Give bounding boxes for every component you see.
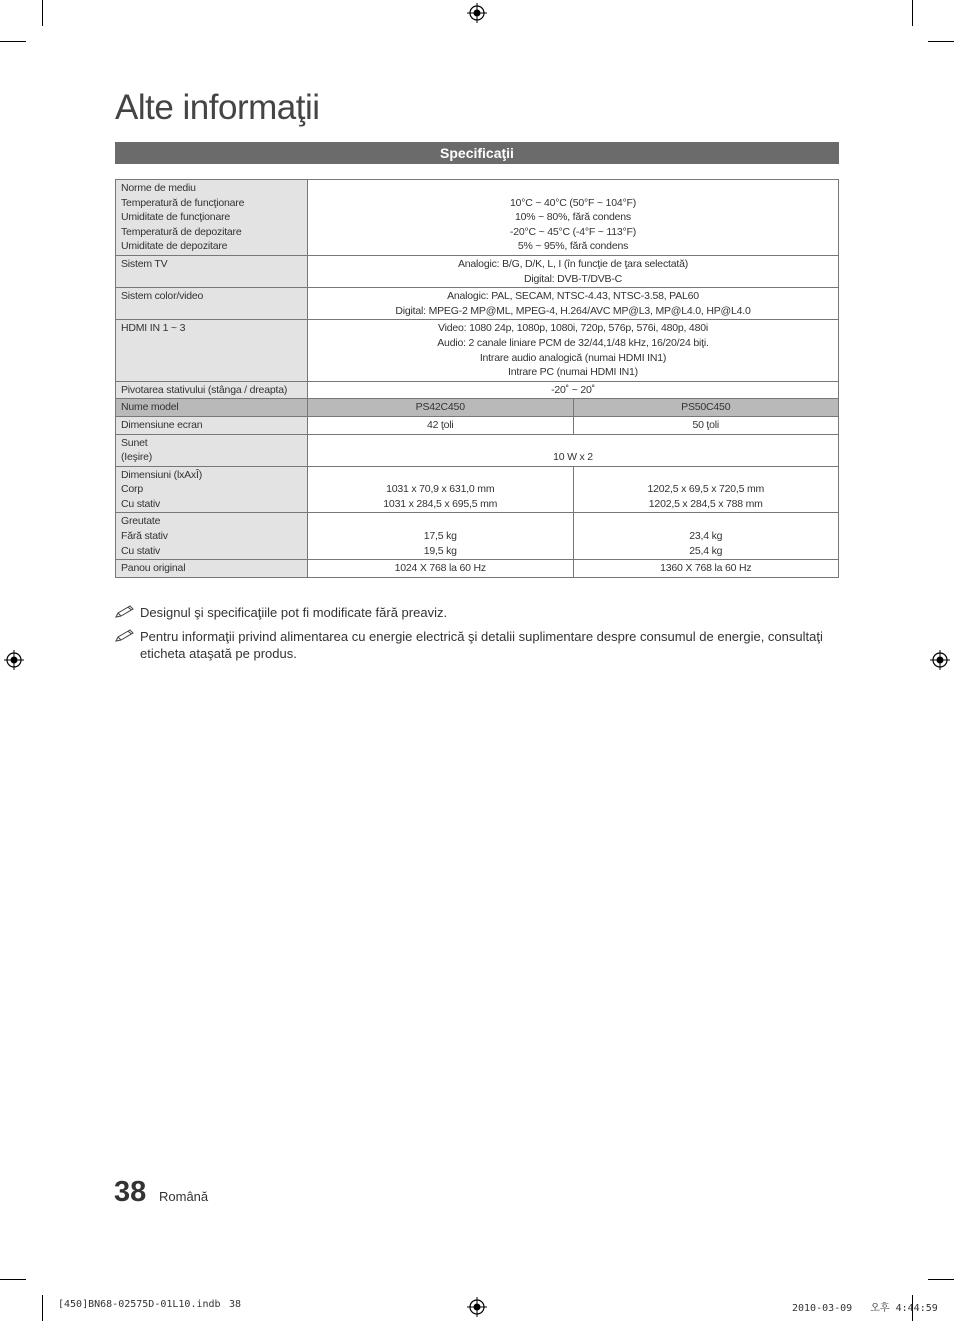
- model-b: PS50C450: [573, 399, 839, 417]
- footer-file: [450]BN68-02575D-01L10.indb: [58, 1299, 221, 1310]
- table-row-environment: [116, 180, 839, 256]
- row-label: Dimensiune ecran: [116, 416, 308, 434]
- value-b: 23,4 kg 25,4 kg: [573, 513, 839, 560]
- page-number: 38: [114, 1176, 147, 1208]
- table-row-color-video: [116, 288, 839, 320]
- row-label: Nume model: [116, 399, 308, 417]
- footer-page: 38: [229, 1299, 242, 1310]
- value-a: 42 ţoli: [308, 416, 574, 434]
- row-label: Panou original: [116, 560, 308, 578]
- registration-mark-icon: [467, 1297, 487, 1317]
- row-label: Dimensiuni (lxAxÎ) Corp Cu stativ: [116, 466, 308, 513]
- crop-mark: [0, 1279, 26, 1280]
- language-label: Română: [159, 1189, 209, 1204]
- crop-mark: [928, 1279, 954, 1280]
- pencil-note-icon: [115, 605, 135, 619]
- section-title: Specificaţii: [115, 142, 839, 164]
- crop-mark: [42, 1295, 43, 1321]
- table-row-panel: [116, 560, 839, 578]
- row-label: Pivotarea stativului (stânga / dreapta): [116, 381, 308, 399]
- row-value: 10°C ~ 40°C (50°F ~ 104°F) 10% ~ 80%, fără condens -20°C ~ 45°C (-4°F ~ 113°F) 5% ~ 95%, fără condens: [308, 180, 839, 256]
- row-value: -20˚ ~ 20˚: [308, 381, 839, 399]
- model-a: PS42C450: [308, 399, 574, 417]
- row-value: Analogic: B/G, D/K, L, I (în funcţie de ţara selectată) Digital: DVB-T/DVB-C: [308, 255, 839, 287]
- pencil-note-icon: [115, 629, 135, 643]
- row-value: 10 W x 2: [308, 434, 839, 466]
- note-item: [115, 604, 839, 621]
- value-a: 17,5 kg 19,5 kg: [308, 513, 574, 560]
- row-label: Sistem TV: [116, 255, 308, 287]
- specifications-table: [115, 179, 839, 578]
- crop-mark: [912, 0, 913, 26]
- value-a: 1031 x 70,9 x 631,0 mm 1031 x 284,5 x 695,5 mm: [308, 466, 574, 513]
- registration-mark-icon: [467, 3, 487, 23]
- crop-mark: [928, 41, 954, 42]
- note-text: Pentru informaţii privind alimentarea cu energie electrică şi detalii suplimentare despre consumul de energie, consultaţi eticheta ataşată pe produs.: [140, 629, 823, 661]
- row-value: Analogic: PAL, SECAM, NTSC-4.43, NTSC-3.58, PAL60 Digital: MPEG-2 MP@ML, MPEG-4, H.264/AVC MP@L3, MP@L4.0, HP@L4.0: [308, 288, 839, 320]
- registration-mark-icon: [930, 650, 950, 670]
- crop-mark: [0, 41, 26, 42]
- table-row-tv-system: [116, 255, 839, 287]
- table-row-dimensions: [116, 466, 839, 513]
- table-row-screen: [116, 416, 839, 434]
- row-label: Norme de mediu Temperatură de funcţionare Umiditate de funcţionare Temperatură de depozitare Umiditate de depozitare: [116, 180, 308, 256]
- row-label: Greutate Fără stativ Cu stativ: [116, 513, 308, 560]
- table-row-swivel: [116, 381, 839, 399]
- crop-mark: [42, 0, 43, 26]
- footer-datetime: 2010-03-09 오후 4:44:59: [792, 1303, 938, 1314]
- value-a: 1024 X 768 la 60 Hz: [308, 560, 574, 578]
- registration-mark-icon: [4, 650, 24, 670]
- value-b: 1202,5 x 69,5 x 720,5 mm 1202,5 x 284,5 x 788 mm: [573, 466, 839, 513]
- row-label: Sistem color/video: [116, 288, 308, 320]
- table-row-weight: [116, 513, 839, 560]
- value-b: 50 ţoli: [573, 416, 839, 434]
- notes: [115, 604, 839, 669]
- page-title: Alte informaţii: [115, 88, 320, 127]
- value-b: 1360 X 768 la 60 Hz: [573, 560, 839, 578]
- table-row-model: [116, 399, 839, 417]
- table-row-sound: [116, 434, 839, 466]
- note-text: Designul şi specificaţiile pot fi modificate fără preaviz.: [140, 605, 448, 620]
- note-item: [115, 628, 839, 662]
- row-label: Sunet (Ieşire): [116, 434, 308, 466]
- row-value: Video: 1080 24p, 1080p, 1080i, 720p, 576p, 576i, 480p, 480i Audio: 2 canale liniare PCM de 32/44,1/48 kHz, 16/20/24 biţi. Intrare audio analogică (numai HDMI IN1) Intrare PC (numai HDMI IN1): [308, 320, 839, 381]
- row-label: HDMI IN 1 ~ 3: [116, 320, 308, 381]
- table-row-hdmi: [116, 320, 839, 381]
